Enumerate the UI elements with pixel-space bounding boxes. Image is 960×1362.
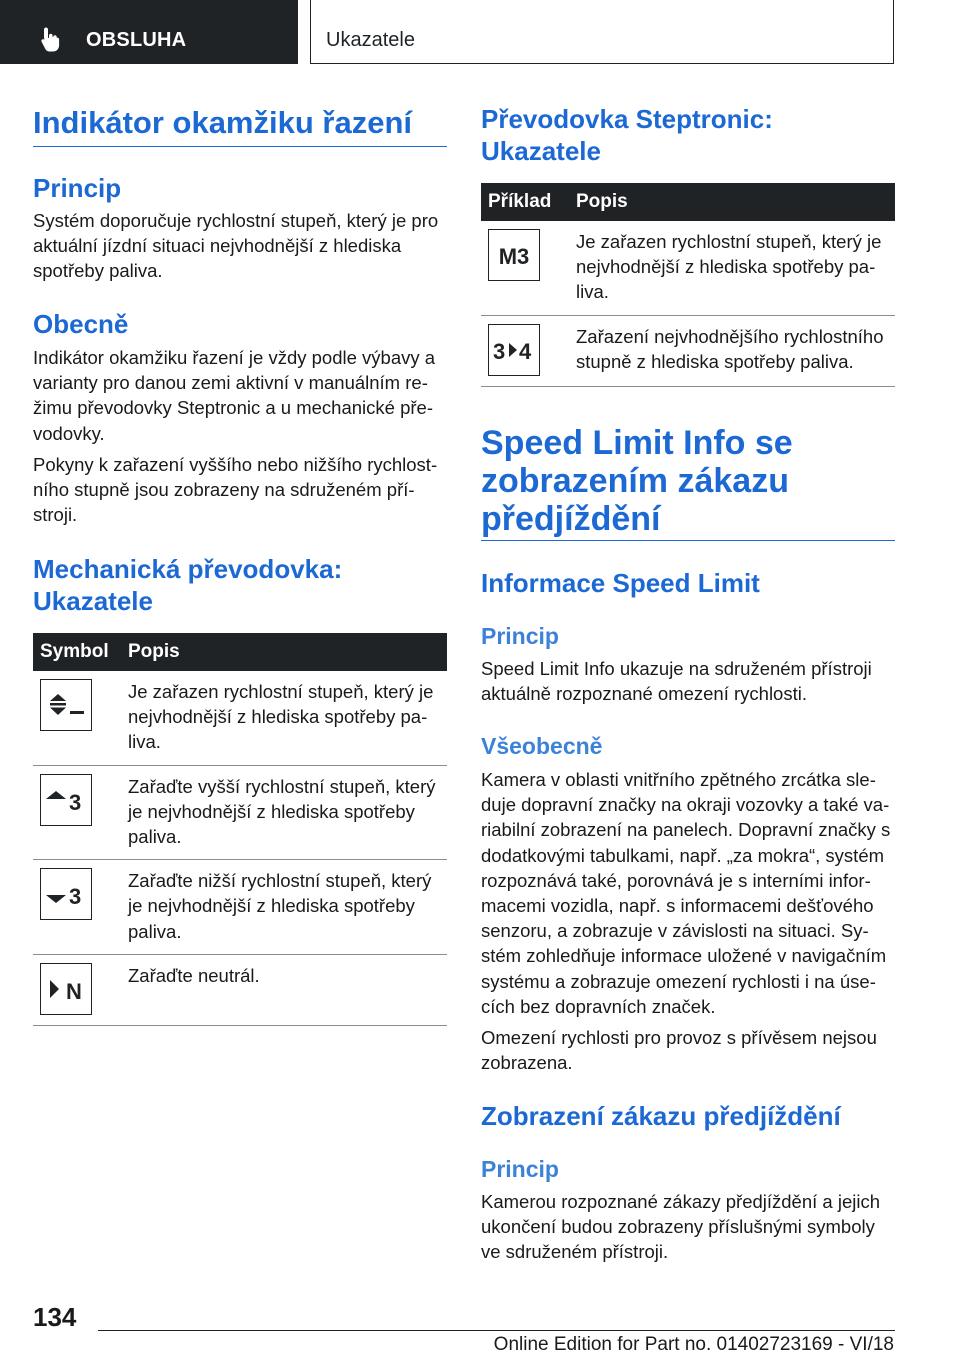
table-row xyxy=(33,765,447,860)
steptronic-table xyxy=(481,183,895,387)
obecne-text-2: Pokyny k zařazení vyššího nebo nižšího rychlostního stupně jsou zobrazeny na sdruženém přístroji. xyxy=(33,454,438,526)
row-text: Zařaďte vyšší rychlostní stupeň, který je nejvhodnější z hlediska spotřeby paliva. xyxy=(128,765,447,860)
table-row xyxy=(481,221,895,315)
princip1-text: Speed Limit Info ukazuje na sdruženém přístroji aktuálně rozpoznané omezení rychlosti. xyxy=(481,658,872,705)
col-header-popis: Popis xyxy=(128,633,447,671)
slif-rule xyxy=(481,540,895,541)
upshift-gear: 3 xyxy=(69,789,82,815)
mech-heading: Mechanická převodovka: Ukazatele xyxy=(33,554,343,616)
col-header-priklad: Příklad xyxy=(481,183,576,221)
slif-title: Speed Limit Info se zobrazením zákazu předjíždění xyxy=(481,424,793,538)
table-row xyxy=(33,860,447,955)
upshift-3-icon xyxy=(40,774,92,826)
col-header-symbol: Symbol xyxy=(33,633,128,671)
to-gear: 4 xyxy=(519,338,532,364)
princip2-text: Kamerou rozpoznané zákazy předjíždění a jejich ukončení budou zobrazeny příslušnými symboly ve sdruženém přístroji. xyxy=(481,1191,881,1263)
m3-symbol: M3 xyxy=(498,244,530,269)
edition-label: Online Edition for Part no. 01402723169 - VI/18 xyxy=(493,1334,894,1355)
row-text: Zařazení nejvhodnějšího rychlostního stupně z hlediska spotřeby paliva. xyxy=(576,315,895,386)
page-title: Indikátor okamžiku řazení xyxy=(33,105,412,140)
neutral-n-icon xyxy=(40,963,92,1015)
princip-heading: Princip xyxy=(33,173,122,203)
chapter-tab xyxy=(310,0,894,64)
3-to-4-icon xyxy=(488,324,540,376)
info-heading: Informace Speed Limit xyxy=(481,568,760,598)
princip-text: Systém doporučuje rychlostní stupeň, který je pro aktuální jízdní situaci nejvhodnější z hlediska spotřeby paliva. xyxy=(33,210,439,282)
row-text: Zařaďte nižší rychlostní stupeň, který je nejvhodnější z hlediska spotřeby paliva. xyxy=(128,860,447,955)
hand-pointer-icon xyxy=(40,26,64,52)
vseobecne-text-1: Kamera v oblasti vnitřního zpětného zrcátka sleduje dopravní značky na okraji vozovky a také variabilní zobrazení na panelech. Dopravní značky s dodatkovými tabulkami, např. „za mokra“, systém rozpoznává také, porovnává je s interními informacemi vozidla, např. s informacemi dešťového senzoru, a zobrazuje v závislosti na situaci. Systém zohledňuje informace uložené v navigačním systému a zobrazuje omezení rychlosti i na úsecích bez dopravních značek. xyxy=(481,769,891,1017)
princip2-heading: Princip xyxy=(481,1156,559,1182)
table-header-row xyxy=(33,633,447,671)
row-text: Je zařazen rychlostní stupeň, který je nejvhodnější z hlediska spotřeby paliva. xyxy=(576,221,895,315)
mech-table xyxy=(33,633,447,1026)
row-text: Je zařazen rychlostní stupeň, který je nejvhodnější z hlediska spotřeby paliva. xyxy=(128,671,447,765)
footer-rule xyxy=(98,1330,895,1331)
vseobecne-heading: Všeobecně xyxy=(481,733,603,759)
steptronic-heading: Převodovka Steptronic: Ukazatele xyxy=(481,104,773,166)
table-header-row xyxy=(481,183,895,221)
zakaz-heading: Zobrazení zákazu předjíždění xyxy=(481,1101,841,1131)
table-row xyxy=(33,671,447,765)
obecne-text-1: Indikátor okamžiku řazení je vždy podle výbavy a varianty pro danou zemi aktivní v manuálním režimu převodovky Steptronic a u mechanické převodovky. xyxy=(33,347,436,444)
page-number: 134 xyxy=(33,1302,77,1332)
neutral-gear: N xyxy=(66,978,82,1004)
chapter-label: Ukazatele xyxy=(326,29,415,51)
col-header-popis: Popis xyxy=(576,183,895,221)
downshift-gear: 3 xyxy=(69,884,82,910)
section-label: OBSLUHA xyxy=(86,29,187,51)
obecne-heading: Obecně xyxy=(33,309,129,339)
table-row xyxy=(33,954,447,1025)
shift-indicator-icon xyxy=(40,679,92,731)
title-rule xyxy=(33,146,447,147)
from-gear: 3 xyxy=(493,338,506,364)
downshift-3-icon xyxy=(40,868,92,920)
vseobecne-text-2: Omezení rychlosti pro provoz s přívěsem nejsou zobrazena. xyxy=(481,1027,877,1074)
princip1-heading: Princip xyxy=(481,623,559,649)
row-text: Zařaďte neutrál. xyxy=(128,954,447,1025)
m3-icon xyxy=(488,229,540,281)
table-row xyxy=(481,315,895,386)
section-tab xyxy=(0,0,298,64)
